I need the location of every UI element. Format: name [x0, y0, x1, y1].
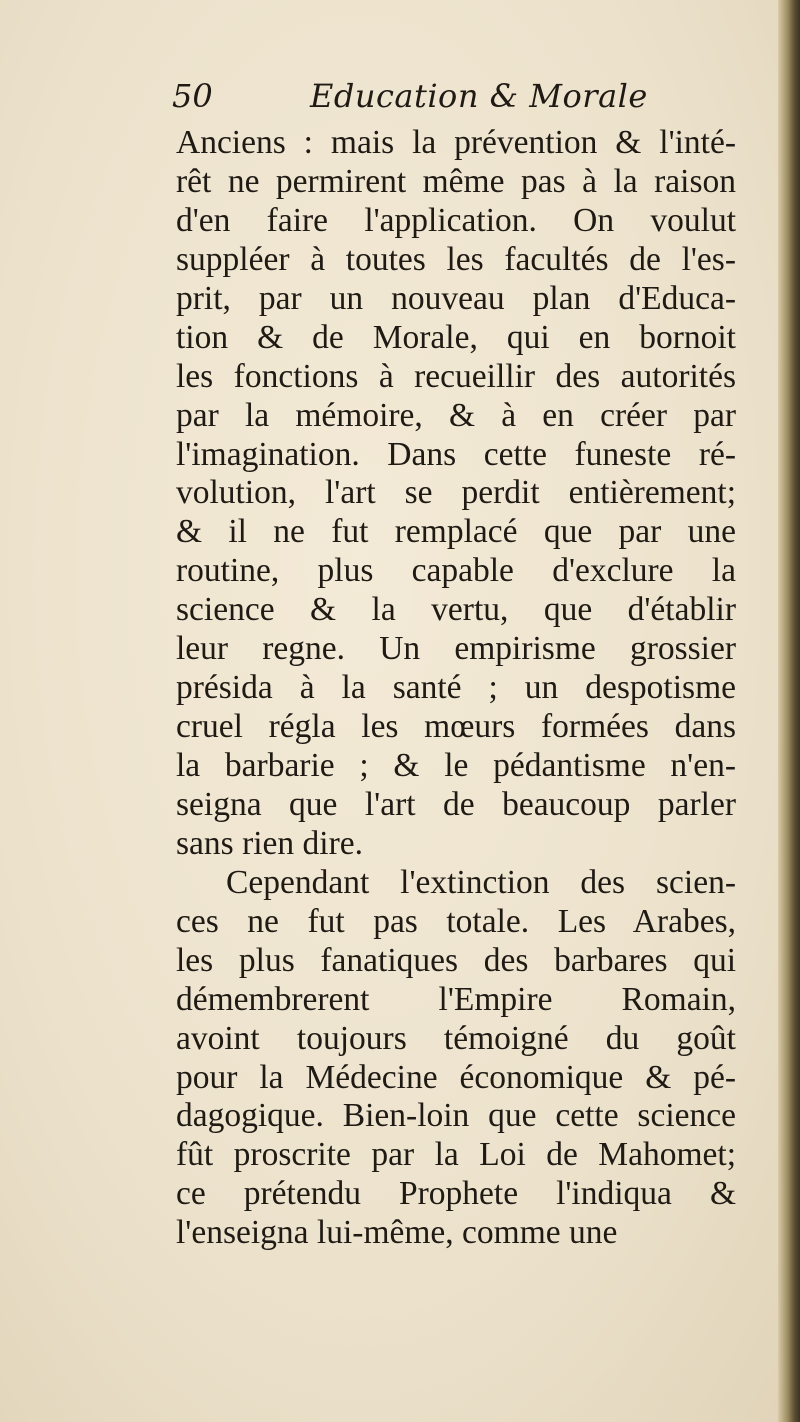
text-line: l'imagination. Dans cette funeste ré-: [176, 435, 736, 473]
text-line: science & la vertu, que d'établir: [176, 591, 736, 629]
text-line: seigna que l'art de beaucoup parler: [176, 785, 736, 823]
text-line: d'en faire l'application. On voulut: [176, 201, 736, 239]
text-line: les plus fanatiques des barbares qui: [176, 941, 736, 979]
text-line: ces ne fut pas totale. Les Arabes,: [176, 902, 736, 940]
page-header: [172, 74, 732, 118]
text-line: routine, plus capable d'exclure la: [176, 552, 736, 590]
text-line: avoint toujours témoigné du goût: [176, 1019, 736, 1057]
text-line: ce prétendu Prophete l'indiqua &: [176, 1175, 736, 1213]
text-line: rêt ne permirent même pas à la raison: [176, 162, 736, 200]
text-line: les fonctions à recueillir des autorités: [176, 357, 736, 395]
body-text: [176, 124, 736, 1253]
text-line: prit, par un nouveau plan d'Educa-: [176, 279, 736, 317]
paragraph-1: [176, 124, 736, 864]
text-line: volution, l'art se perdit entièrement;: [176, 474, 736, 512]
text-line: Cependant l'extinction des scien-: [226, 863, 736, 901]
text-line: & il ne fut remplacé que par une: [176, 513, 736, 551]
text-line: par la mémoire, & à en créer par: [176, 396, 736, 434]
paragraph-2: [176, 864, 736, 1253]
text-line: cruel régla les mœurs formées dans: [176, 708, 736, 746]
text-line: Anciens : mais la prévention & l'inté-: [176, 124, 736, 161]
text-line: l'enseigna lui-même, comme une: [176, 1214, 618, 1252]
text-line: démembrerent l'Empire Romain,: [176, 980, 736, 1018]
text-line: fût proscrite par la Loi de Mahomet;: [176, 1136, 736, 1174]
text-line: pour la Médecine économique & pé-: [176, 1058, 736, 1096]
page-edge-shadow: [778, 0, 800, 1422]
text-line: suppléer à toutes les facultés de l'es-: [176, 240, 736, 278]
page-number: 50: [172, 77, 213, 115]
text-line: tion & de Morale, qui en bornoit: [176, 318, 736, 356]
text-line: sans rien dire.: [176, 824, 363, 862]
text-line: présida à la santé ; un despotisme: [176, 669, 736, 707]
running-title: Education & Morale: [310, 77, 648, 115]
text-line: la barbarie ; & le pédantisme n'en-: [176, 747, 736, 784]
text-line: dagogique. Bien-loin que cette science: [176, 1097, 736, 1135]
text-line: leur regne. Un empirisme grossier: [176, 630, 736, 668]
